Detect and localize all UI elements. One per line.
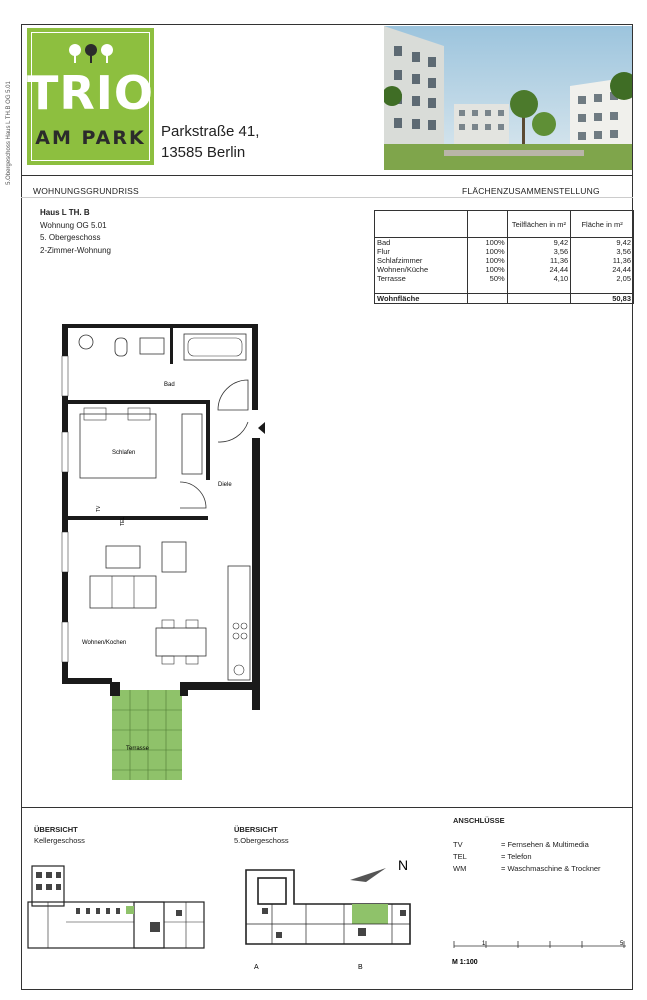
scale-label: M 1:100 bbox=[452, 959, 478, 966]
divider-top bbox=[21, 175, 633, 176]
room-label-terrasse: Terrasse bbox=[126, 746, 150, 752]
header-grundriss: WOHNUNGSGRUNDRISS bbox=[33, 186, 139, 196]
terrace-area bbox=[112, 690, 182, 780]
unit-type: 2-Zimmer-Wohnung bbox=[40, 245, 111, 255]
address-city: 13585 Berlin bbox=[161, 144, 246, 161]
scale-bar bbox=[450, 938, 630, 968]
tv-outlet-label: TV bbox=[96, 505, 102, 512]
scale-tick-5: 5 bbox=[620, 941, 624, 947]
col-flaeche: Fläche in m² bbox=[571, 211, 634, 238]
address bbox=[161, 121, 259, 163]
connections-title: ANSCHLÜSSE bbox=[453, 816, 505, 825]
tel-outlet-label: TEL bbox=[120, 516, 126, 526]
scale-tick-1: 1 bbox=[482, 941, 486, 947]
table-row: Flur 100% 3,56 3,56 bbox=[375, 247, 634, 256]
address-street: Parkstraße 41, bbox=[161, 123, 260, 140]
logo-text-trio: TRIO bbox=[27, 66, 155, 120]
trio-am-park-logo bbox=[27, 28, 154, 165]
unit-house: Haus L TH. B bbox=[40, 208, 90, 217]
room-label-wohnen: Wohnen/Kochen bbox=[82, 640, 127, 646]
connections-legend bbox=[453, 815, 601, 875]
marker-a: A bbox=[254, 964, 259, 971]
overview-obergeschoss: ÜBERSICHT 5.Obergeschoss bbox=[234, 825, 289, 845]
unit-apartment: Wohnung OG 5.01 bbox=[40, 220, 107, 230]
divider-bottom bbox=[21, 807, 633, 808]
room-label-bad: Bad bbox=[164, 382, 175, 388]
room-label-diele: Diele bbox=[218, 482, 232, 488]
table-total-row: Wohnfläche 50,83 bbox=[375, 294, 634, 304]
header-flaechen: FLÄCHENZUSAMMENSTELLUNG bbox=[462, 186, 600, 196]
building-photo bbox=[384, 26, 632, 170]
unit-floor: 5. Obergeschoss bbox=[40, 233, 101, 242]
overview-kellergeschoss: ÜBERSICHT Kellergeschoss bbox=[34, 825, 85, 845]
table-row: Wohnen/Küche 100% 24,44 24,44 bbox=[375, 265, 634, 274]
legend-item: WM = Waschmaschine & Trockner bbox=[453, 864, 601, 873]
floor-plan bbox=[40, 322, 280, 782]
legend-item: TV = Fernsehen & Multimedia bbox=[453, 840, 589, 849]
side-label: 5.Obergeschoss Haus L TH.B OG 5.01 bbox=[6, 81, 12, 185]
unit-info bbox=[40, 207, 111, 257]
table-row: Schlafzimmer 100% 11,36 11,36 bbox=[375, 256, 634, 265]
logo-text-am-park: AM PARK bbox=[35, 127, 146, 149]
col-teilflaechen: Teilflächen in m² bbox=[507, 211, 571, 238]
room-label-schlafen: Schlafen bbox=[112, 450, 136, 456]
area-table bbox=[374, 210, 634, 304]
overview-obergeschoss-plan bbox=[232, 848, 426, 972]
overview-kellergeschoss-plan bbox=[26, 862, 208, 952]
table-row: Terrasse 50% 4,10 2,05 bbox=[375, 274, 634, 283]
table-row: Bad 100% 9,42 9,42 bbox=[375, 238, 634, 248]
north-arrow-icon bbox=[350, 868, 386, 882]
trees-icon bbox=[65, 42, 117, 66]
legend-item: TEL = Telefon bbox=[453, 852, 532, 861]
divider-header bbox=[21, 197, 633, 198]
north-label: N bbox=[398, 857, 409, 873]
marker-b: B bbox=[358, 964, 363, 971]
